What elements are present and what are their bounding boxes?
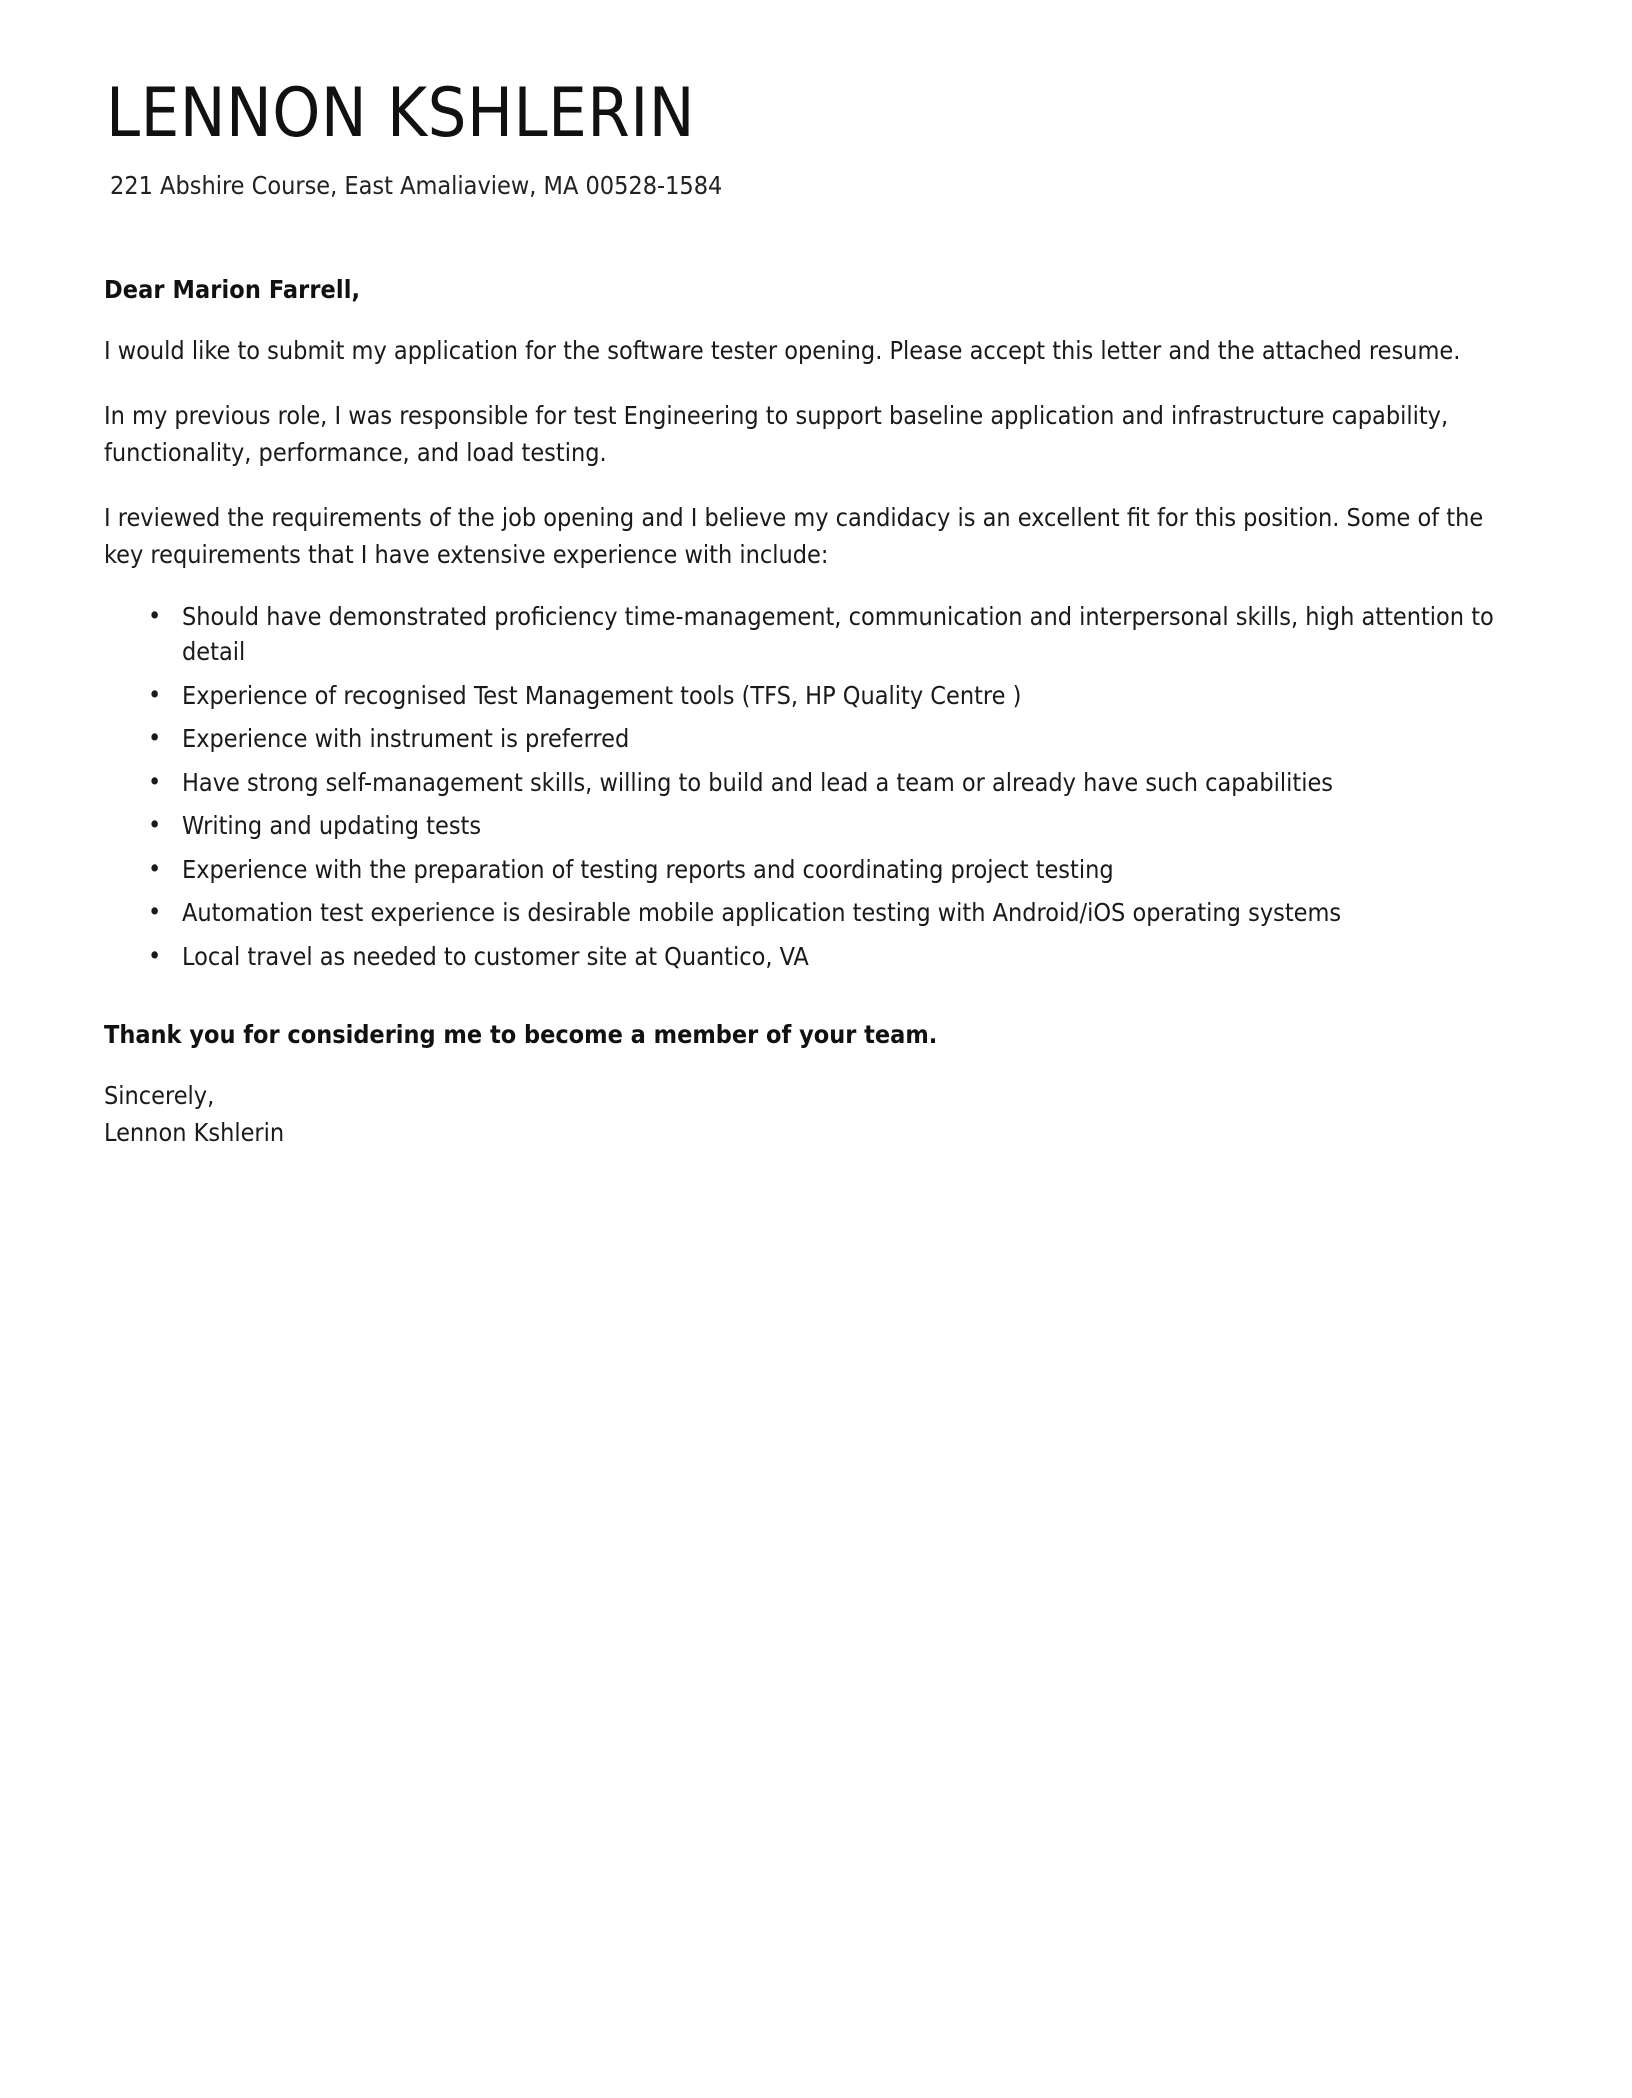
salutation: Dear Marion Farrell, (104, 274, 361, 304)
letter-content (104, 275, 1500, 1152)
candidate-name: LENNON KSHLERIN (106, 74, 696, 153)
paragraph-requirements-intro: I reviewed the requirements of the job opening and I believe my candidacy is an excellent fit for this position. Some of the key requirements that I have extensive experience with include: (104, 502, 1484, 569)
list-item: • Have strong self-management skills, willing to build and lead a team or already have such capabilities (148, 765, 1500, 801)
list-item: • Experience of recognised Test Management tools (TFS, HP Quality Centre ) (148, 678, 1500, 714)
closing-thanks: Thank you for considering me to become a member of your team. (104, 1020, 938, 1049)
candidate-address: 221 Abshire Course, East Amaliaview, MA 00528-1584 (110, 171, 723, 200)
list-item: • Experience with instrument is preferred (148, 721, 1500, 757)
requirements-list (104, 599, 1500, 975)
list-item: • Local travel as needed to customer site at Quantico, VA (148, 939, 1500, 975)
signoff-block (104, 1077, 1500, 1151)
signoff-greeting: Sincerely, (104, 1081, 215, 1110)
list-item: • Should have demonstrated proficiency time-management, communication and interpersonal skills, high attention to detail (148, 599, 1500, 670)
paragraph-experience: In my previous role, I was responsible for test Engineering to support baseline application and infrastructure capability, functionality, performance, and load testing. (104, 400, 1449, 467)
list-item: • Automation test experience is desirable mobile application testing with Android/iOS operating systems (148, 895, 1500, 931)
letter-header (104, 60, 1500, 203)
list-item: • Experience with the preparation of testing reports and coordinating project testing (148, 852, 1500, 888)
signature-name: Lennon Kshlerin (104, 1118, 285, 1147)
list-item: • Writing and updating tests (148, 808, 1500, 844)
paragraph-intro: I would like to submit my application for the software tester opening. Please accept this letter and the attached resume. (104, 335, 1461, 365)
